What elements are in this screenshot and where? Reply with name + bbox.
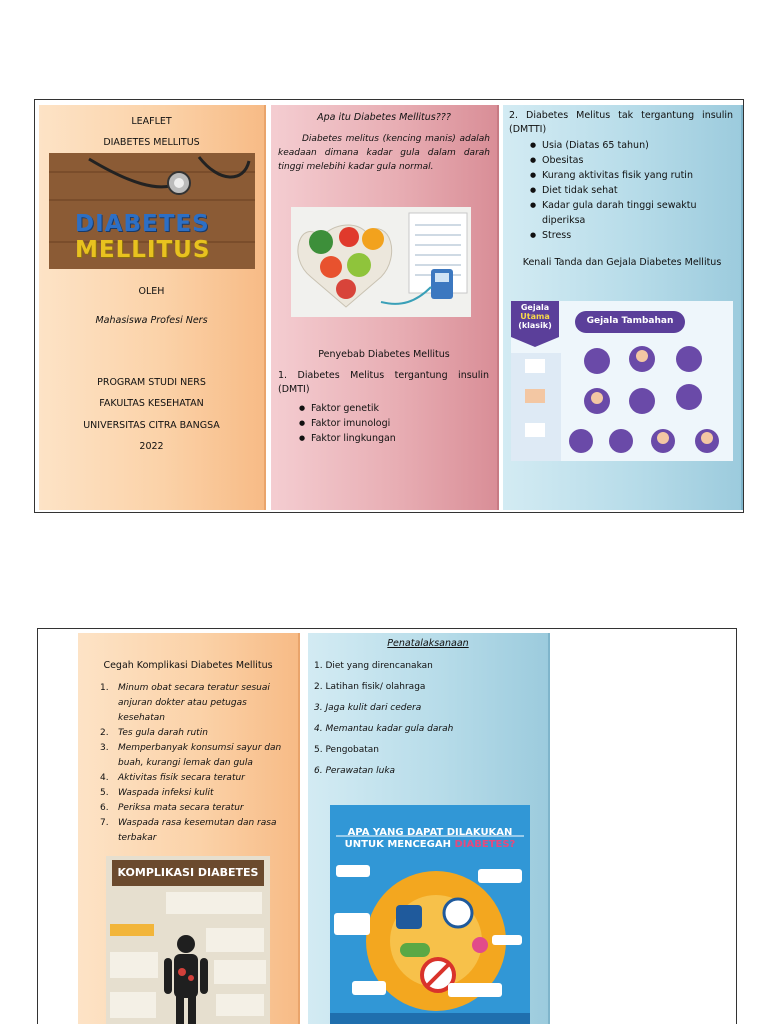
year: 2022 xyxy=(139,441,164,452)
list-item: 5. Waspada infeksi kulit xyxy=(100,788,214,798)
program: PROGRAM STUDI NERS xyxy=(97,377,206,388)
author: Mahasiswa Profesi Ners xyxy=(95,315,208,326)
list-item: 1. Minum obat secara teratur sesuai anjuran dokter atau petugas kesehatan xyxy=(100,683,270,723)
faculty: FAKULTAS KESEHATAN xyxy=(99,398,204,409)
main-symptoms-label: Gejala Utama (klasik) xyxy=(518,303,552,330)
list-item: ● Obesitas xyxy=(530,153,730,168)
management-item-5: 5. Pengobatan xyxy=(314,745,379,755)
poster-title: APA YANG DAPAT DILAKUKAN UNTUK MENCEGAH DIABETES? xyxy=(344,827,516,850)
cause1-list xyxy=(299,401,396,446)
leaflet-sheet-front xyxy=(34,99,744,513)
cover-image-word-2: MELLITUS xyxy=(75,237,211,263)
cause2-list xyxy=(530,138,730,243)
management-panel xyxy=(308,633,550,1024)
university: UNIVERSITAS CITRA BANGSA xyxy=(83,420,220,431)
list-item: 2. Tes gula darah rutin xyxy=(100,728,208,738)
complications-title: KOMPLIKASI DIABETES xyxy=(117,866,259,879)
symptoms-infographic xyxy=(511,301,733,461)
by-label: OLEH xyxy=(138,286,165,297)
symptoms-panel xyxy=(503,105,743,510)
definition-text: Diabetes melitus (kencing manis) adalah keadaan dimana kadar gula dalam darah tinggi melebihi kadar gula normal. xyxy=(278,134,490,172)
cover-panel xyxy=(39,105,266,510)
list-item: 7. Waspada rasa kesemutan dan rasa terbakar xyxy=(100,818,277,843)
list-item: 3. Memperbanyak konsumsi sayur dan buah, kurangi lemak dan gula xyxy=(100,743,282,768)
management-item-2: 2. Latihan fisik/ olahraga xyxy=(314,682,426,692)
list-item: ● Stress xyxy=(530,228,730,243)
cause2-title: 2. Diabetes Melitus tak tergantung insulin (DMTTI) xyxy=(509,110,733,135)
cover-image xyxy=(49,153,255,269)
signs-title: Kenali Tanda dan Gejala Diabetes Mellitus xyxy=(522,257,722,268)
list-item: ● Faktor lingkungan xyxy=(299,431,396,446)
list-item: ● Diet tidak sehat xyxy=(530,183,730,198)
list-item: ● Faktor genetik xyxy=(299,401,396,416)
management-item-6: 6. Perawatan luka xyxy=(314,766,396,776)
prevention-list xyxy=(100,681,284,846)
management-title: Penatalaksanaan xyxy=(387,638,469,649)
extra-symptoms-label: Gejala Tambahan xyxy=(586,316,674,326)
causes-title: Penyebab Diabetes Mellitus xyxy=(318,349,450,360)
management-item-4: 4. Memantau kadar gula darah xyxy=(314,724,454,734)
definition-question: Apa itu Diabetes Mellitus??? xyxy=(317,112,451,123)
list-item: ● Faktor imunologi xyxy=(299,416,396,431)
leaflet-title: DIABETES MELLITUS xyxy=(103,137,200,148)
cause1-title: 1. Diabetes Melitus tergantung insulin (DMTI) xyxy=(278,370,489,395)
definition-panel xyxy=(271,105,499,510)
leaflet-label: LEAFLET xyxy=(131,116,172,127)
management-item-3: 3. Jaga kulit dari cedera xyxy=(314,703,422,713)
list-item: ● Kadar gula darah tinggi sewaktu diperiksa xyxy=(530,198,730,228)
prevention-title: Cegah Komplikasi Diabetes Mellitus xyxy=(103,660,273,671)
list-item: 4. Aktivitas fisik secara teratur xyxy=(100,773,245,783)
list-item: ● Kurang aktivitas fisik yang rutin xyxy=(530,168,730,183)
list-item: 6. Periksa mata secara teratur xyxy=(100,803,244,813)
prevention-panel xyxy=(78,633,300,1024)
management-item-1: 1. Diet yang direncanakan xyxy=(314,661,433,671)
prevention-poster xyxy=(330,805,530,1024)
list-item: ● Usia (Diatas 65 tahun) xyxy=(530,138,730,153)
cover-image-word-1: DIABETES xyxy=(75,211,210,237)
healthy-food-image xyxy=(291,207,471,317)
complications-infographic xyxy=(106,856,270,1024)
leaflet-sheet-back xyxy=(37,628,737,1024)
